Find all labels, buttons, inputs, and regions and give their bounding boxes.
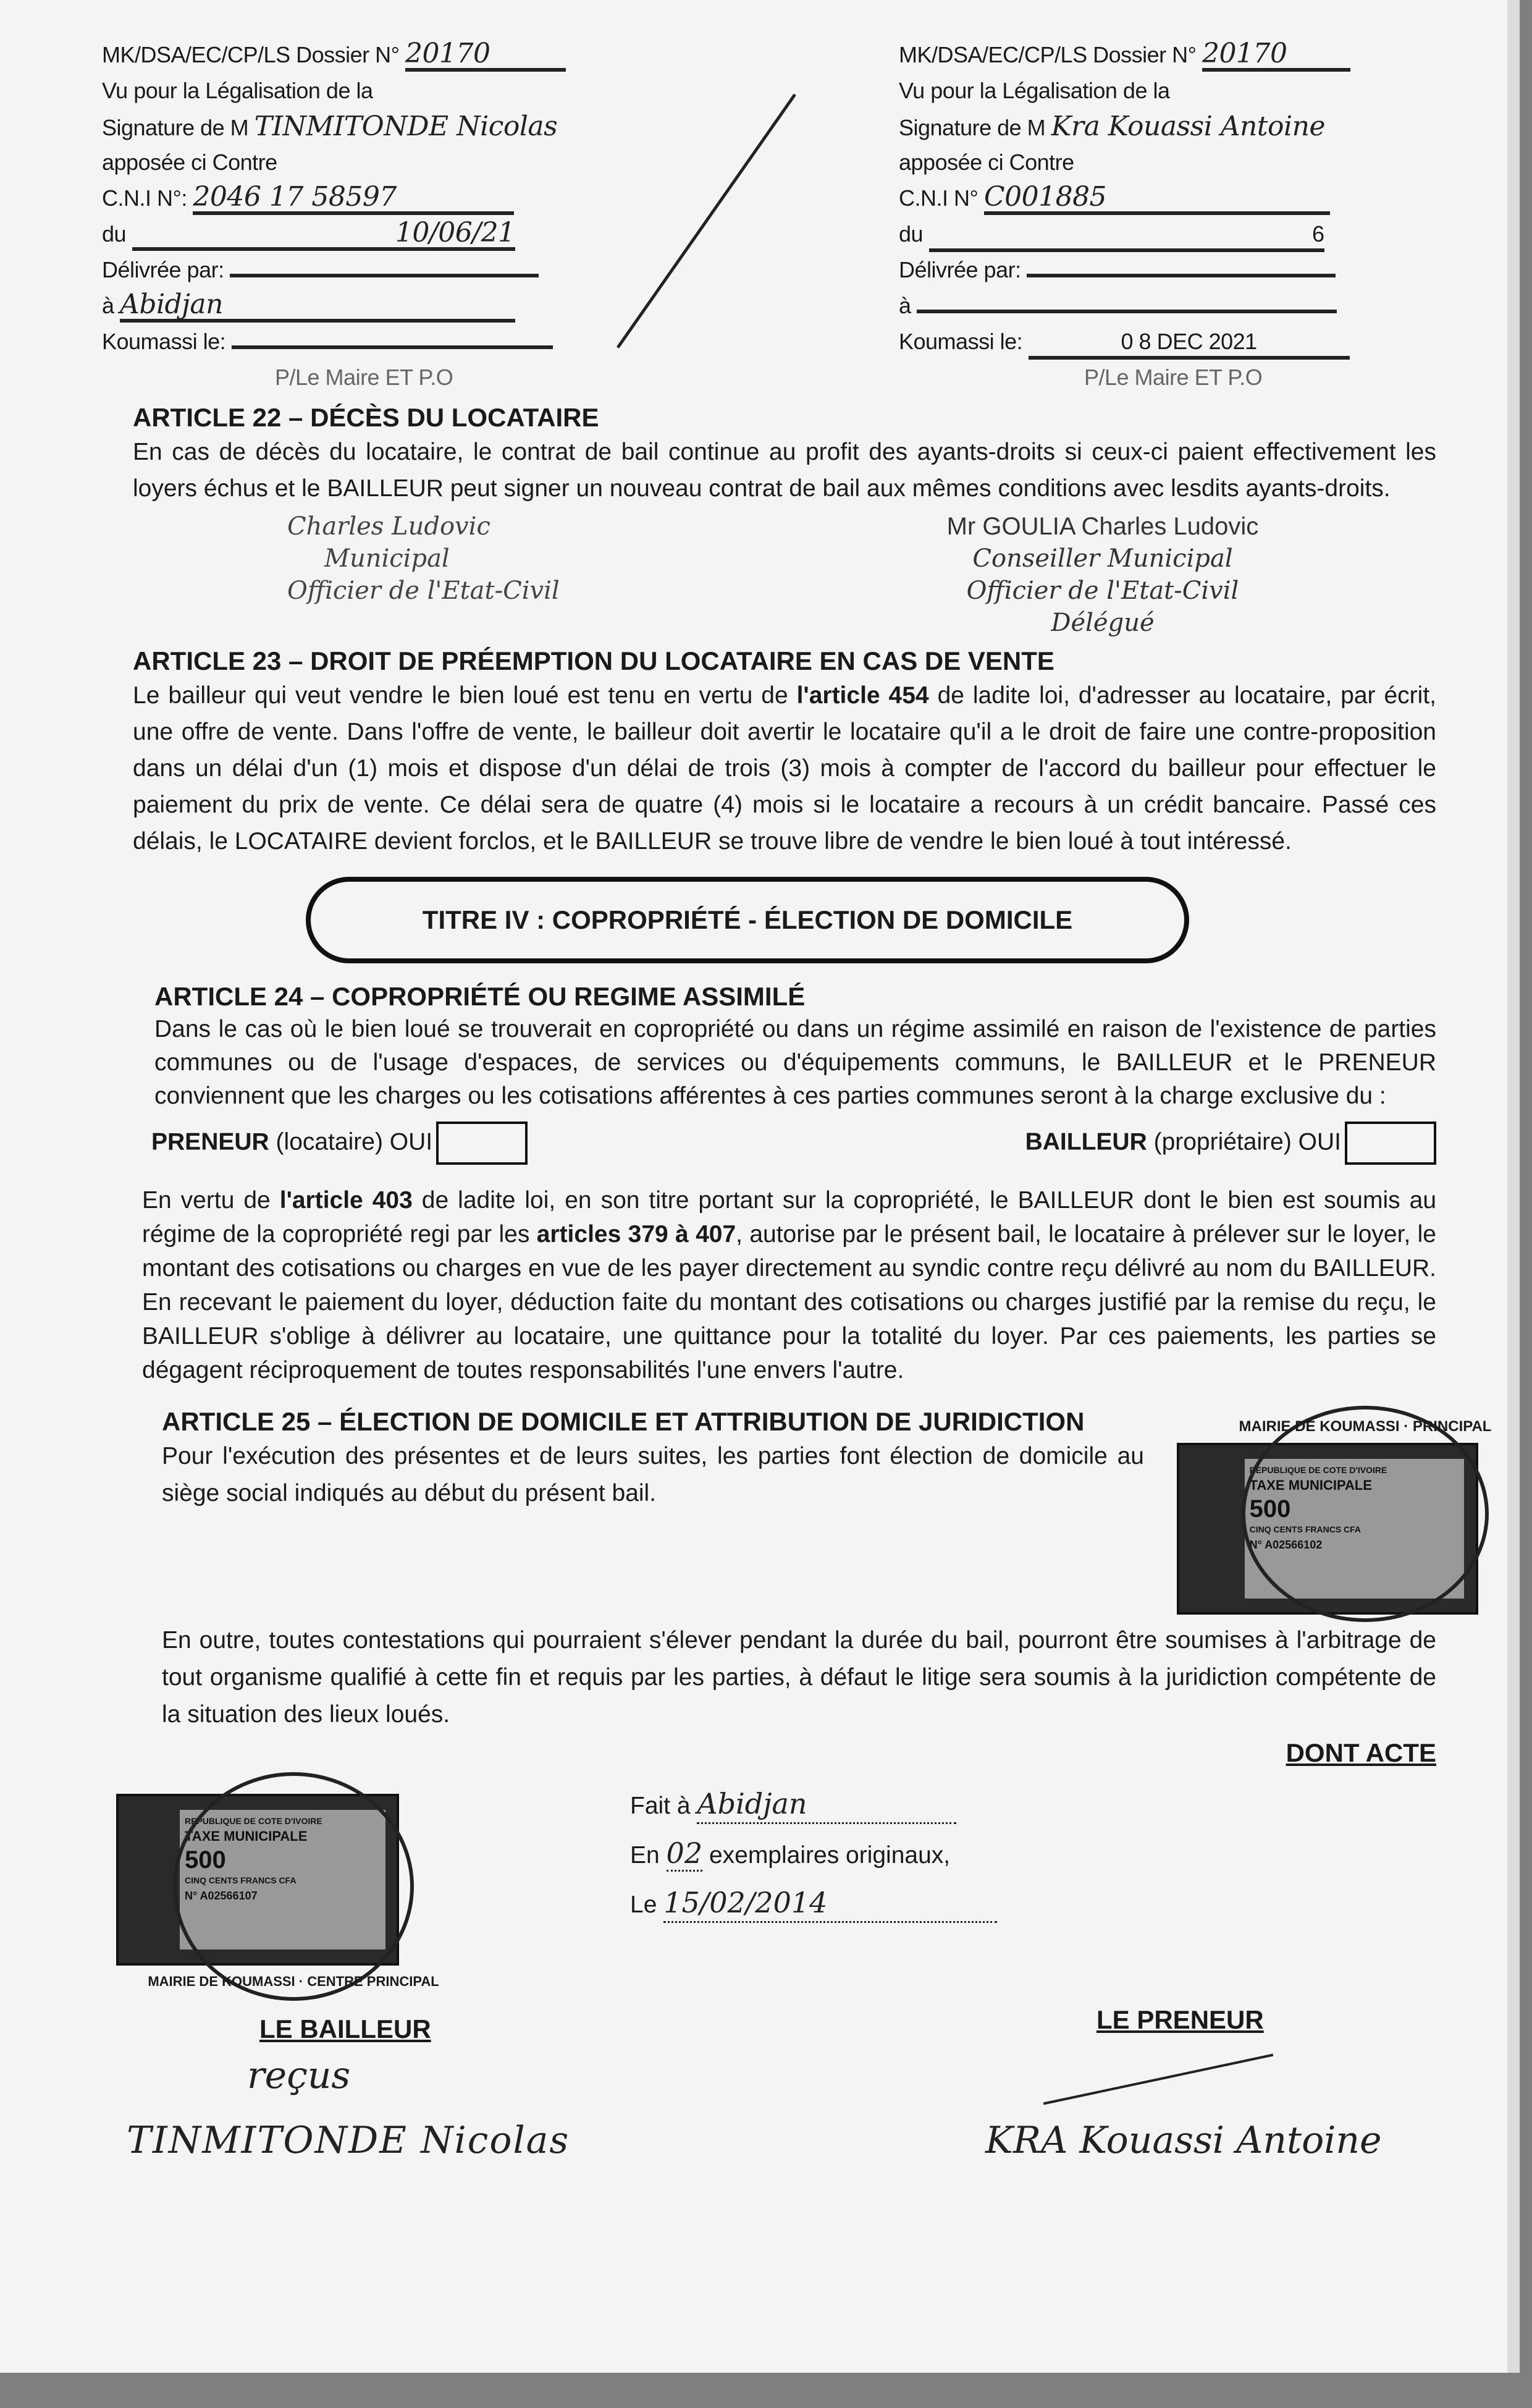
document-body — [127, 402, 1492, 2177]
stamp-office: Officier de l'Etat-Civil — [287, 577, 560, 605]
official-stamp-left — [133, 510, 560, 639]
mairie-seal-left: MAIRIE DE KOUMASSI · CENTRE PRINCIPAL — [173, 1772, 414, 2001]
pl-label: P/Le Maire ET P.O — [1084, 365, 1263, 390]
dossier-label: MK/DSA/EC/CP/LS Dossier N° — [102, 42, 400, 67]
delivree-label: Délivrée par: — [899, 257, 1021, 282]
vu-label: Vu pour la Légalisation de la — [102, 78, 373, 103]
article-22-heading: ARTICLE 22 – DÉCÈS DU LOCATAIRE — [133, 403, 599, 432]
dossier-number: 20170 — [405, 40, 566, 72]
a-label: à — [899, 293, 911, 318]
signature-name: TINMITONDE Nicolas — [254, 111, 558, 142]
signature-label: Signature de M — [102, 115, 249, 140]
du-label: du — [899, 221, 924, 247]
stamp-name: Charles Ludovic — [287, 512, 490, 541]
bailleur-option: BAILLEUR (propriétaire) OUI — [1025, 1122, 1436, 1165]
signature-name: Kra Kouassi Antoine — [1051, 111, 1325, 142]
article-25-section — [133, 1406, 1492, 1622]
stamp-name: Mr GOULIA Charles Ludovic — [946, 513, 1259, 540]
date-stamp: 0 8 DEC 2021 — [1029, 327, 1350, 360]
signature-label: Signature de M — [899, 115, 1046, 140]
official-stamps-row — [133, 510, 1436, 639]
article-25-text: Pour l'exécution des présentes et de leurs suites, les parties font élection de domicile au siège social indiqués au début du présent bail. — [162, 1443, 1144, 1506]
dossier-number: 20170 — [1202, 40, 1350, 72]
du-label: du — [102, 221, 127, 247]
signing-date: 15/02/2014 — [663, 1884, 997, 1923]
tax-stamp-right: REPUBLIQUE DE COTE D'IVOIRE TAXE MUNICIPALE 500 CINQ CENTS FRANCS CFA N° A02566102 — [1177, 1443, 1478, 1615]
closing-section — [127, 1769, 1436, 2177]
article-24-heading: ARTICLE 24 – COPROPRIÉTÉ OU REGIME ASSIMILÉ — [154, 982, 806, 1011]
official-stamp-right — [911, 510, 1294, 639]
preneur-checkbox[interactable] — [436, 1122, 528, 1165]
a-label: à — [102, 293, 114, 318]
apposee-label: apposée ci Contre — [899, 150, 1074, 175]
titre-iv-banner: TITRE IV : COPROPRIÉTÉ - ÉLECTION DE DOMICILE — [306, 877, 1189, 963]
article-24-paragraph-2: En vertu de l'article 403 de ladite loi, en son titre portant sur la copropriété, le BAILLEUR dont le bien est soumis au régime de la copropriété regi par les articles 379 à 407, autorise par le présent bail, le locataire à prélever sur le loyer, le montant des cotisations ou charges en vue de les payer directement au syndic contre reçu délivré au nom du BAILLEUR. En recevant le paiement du loyer, déduction faite du montant des cotisations ou charges justifié par la remise du reçu, le BAILLEUR s'oblige à délivrer au locataire, une quittance pour la totalité du loyer. Par ces paiements, les parties se dégagent réciproquement de toutes responsabilités l'une envers l'autre. — [142, 1187, 1437, 1384]
article-23-text: Le bailleur qui veut vendre le bien loué est tenu en vertu de l'article 454 de ladite loi, d'adresser au locataire, par écrit, une offre de vente. Dans l'offre de vente, le bailleur doit avertir le locataire qu'il a le droit de faire une contre-proposition dans un délai d'un (1) mois et dispose d'un délai de trois (3) mois à compter de l'accord du bailleur pour effectuer le paiement du prix de vente. Ce délai sera de quatre (4) mois si le locataire a recours à un crédit bancaire. Passé ces délais, le LOCATAIRE devient forclos, et le BAILLEUR se trouve libre de vendre le bien loué à tout intéressé. — [133, 682, 1437, 855]
tax-stamp-left: REPUBLIQUE DE COTE D'IVOIRE TAXE MUNICIPALE 500 CINQ CENTS FRANCS CFA N° A02566107 — [116, 1794, 399, 1966]
preneur-label: LE PRENEUR — [1096, 2005, 1264, 2034]
bailleur-signature: reçus — [247, 2054, 351, 2097]
du-date: 6 — [929, 220, 1324, 252]
article-25-heading: ARTICLE 25 – ÉLECTION DE DOMICILE ET ATTRIBUTION DE JURIDICTION — [162, 1407, 1085, 1436]
cni-label: C.N.I N°: — [102, 185, 187, 211]
dossier-label: MK/DSA/EC/CP/LS Dossier N° — [899, 42, 1197, 67]
a-place: Abidjan — [120, 290, 515, 323]
cni-number: 2046 17 58597 — [193, 183, 514, 215]
legalisation-block-left — [102, 37, 781, 395]
du-date: 10/06/21 — [132, 219, 515, 251]
article-25-paragraph-2: En outre, toutes contestations qui pourraient s'élever pendant la durée du bail, pourront être soumises à l'arbitrage de tout organisme qualifié à cette fin et requis par les parties, à défaut le litige sera soumis à la juridiction compétente de la situation des lieux loués. — [162, 1627, 1436, 1728]
fait-a-place: Abidjan — [697, 1785, 956, 1824]
vu-label: Vu pour la Légalisation de la — [899, 78, 1170, 103]
apposee-label: apposée ci Contre — [102, 150, 277, 175]
pl-label: P/Le Maire ET P.O — [275, 365, 453, 390]
closing-block: Fait à Abidjan En 02 exemplaires originaux, Le 15/02/2014 — [630, 1781, 997, 1930]
delivree-label: Délivrée par: — [102, 257, 224, 282]
copropriete-options — [151, 1122, 1436, 1165]
preneur-option: PRENEUR (locataire) OUI — [151, 1122, 528, 1165]
stamp-role: Municipal — [324, 544, 450, 573]
article-24-text: Dans le cas où le bien loué se trouverait en copropriété ou dans un régime assimilé en raison de l'existence de parties communes ou de l'usage d'espaces, de services ou d'équipements communs, le BAILLEUR et le PRENEUR conviennent que les charges ou les cotisations afférentes à ces parties communes seront à la charge exclusive du : — [154, 1016, 1436, 1109]
preneur-signature — [1043, 2054, 1274, 2105]
cni-label: C.N.I N° — [899, 185, 979, 211]
article-23-heading: ARTICLE 23 – DROIT DE PRÉEMPTION DU LOCATAIRE EN CAS DE VENTE — [133, 646, 1054, 675]
legalisation-block-right — [899, 37, 1504, 395]
dont-acte: DONT ACTE — [1286, 1738, 1436, 1767]
preneur-name-handwritten: KRA Kouassi Antoine — [985, 2119, 1382, 2162]
koumassi-label: Koumassi le: — [899, 329, 1023, 354]
article-22-text: En cas de décès du locataire, le contrat de bail continue au profit des ayants-droits si ceux-ci paient effectivement les loyers échus et le BAILLEUR peut signer un nouveau contrat de bail aux mêmes conditions avec lesdits ayants-droits. — [133, 439, 1436, 502]
bailleur-name-handwritten: TINMITONDE Nicolas — [127, 2119, 570, 2162]
mairie-seal-right: MAIRIE DE KOUMASSI · PRINCIPAL — [1242, 1406, 1489, 1622]
cni-number: C001885 — [984, 183, 1330, 215]
stamp-delegue: Délégué — [1051, 609, 1155, 637]
stamp-office: Officier de l'Etat-Civil — [966, 577, 1239, 605]
bailleur-checkbox[interactable] — [1345, 1122, 1436, 1165]
copies-count: 02 — [667, 1836, 703, 1872]
bailleur-label: LE BAILLEUR — [259, 2014, 431, 2043]
stamp-role: Conseiller Municipal — [972, 544, 1233, 573]
koumassi-label: Koumassi le: — [102, 329, 226, 354]
